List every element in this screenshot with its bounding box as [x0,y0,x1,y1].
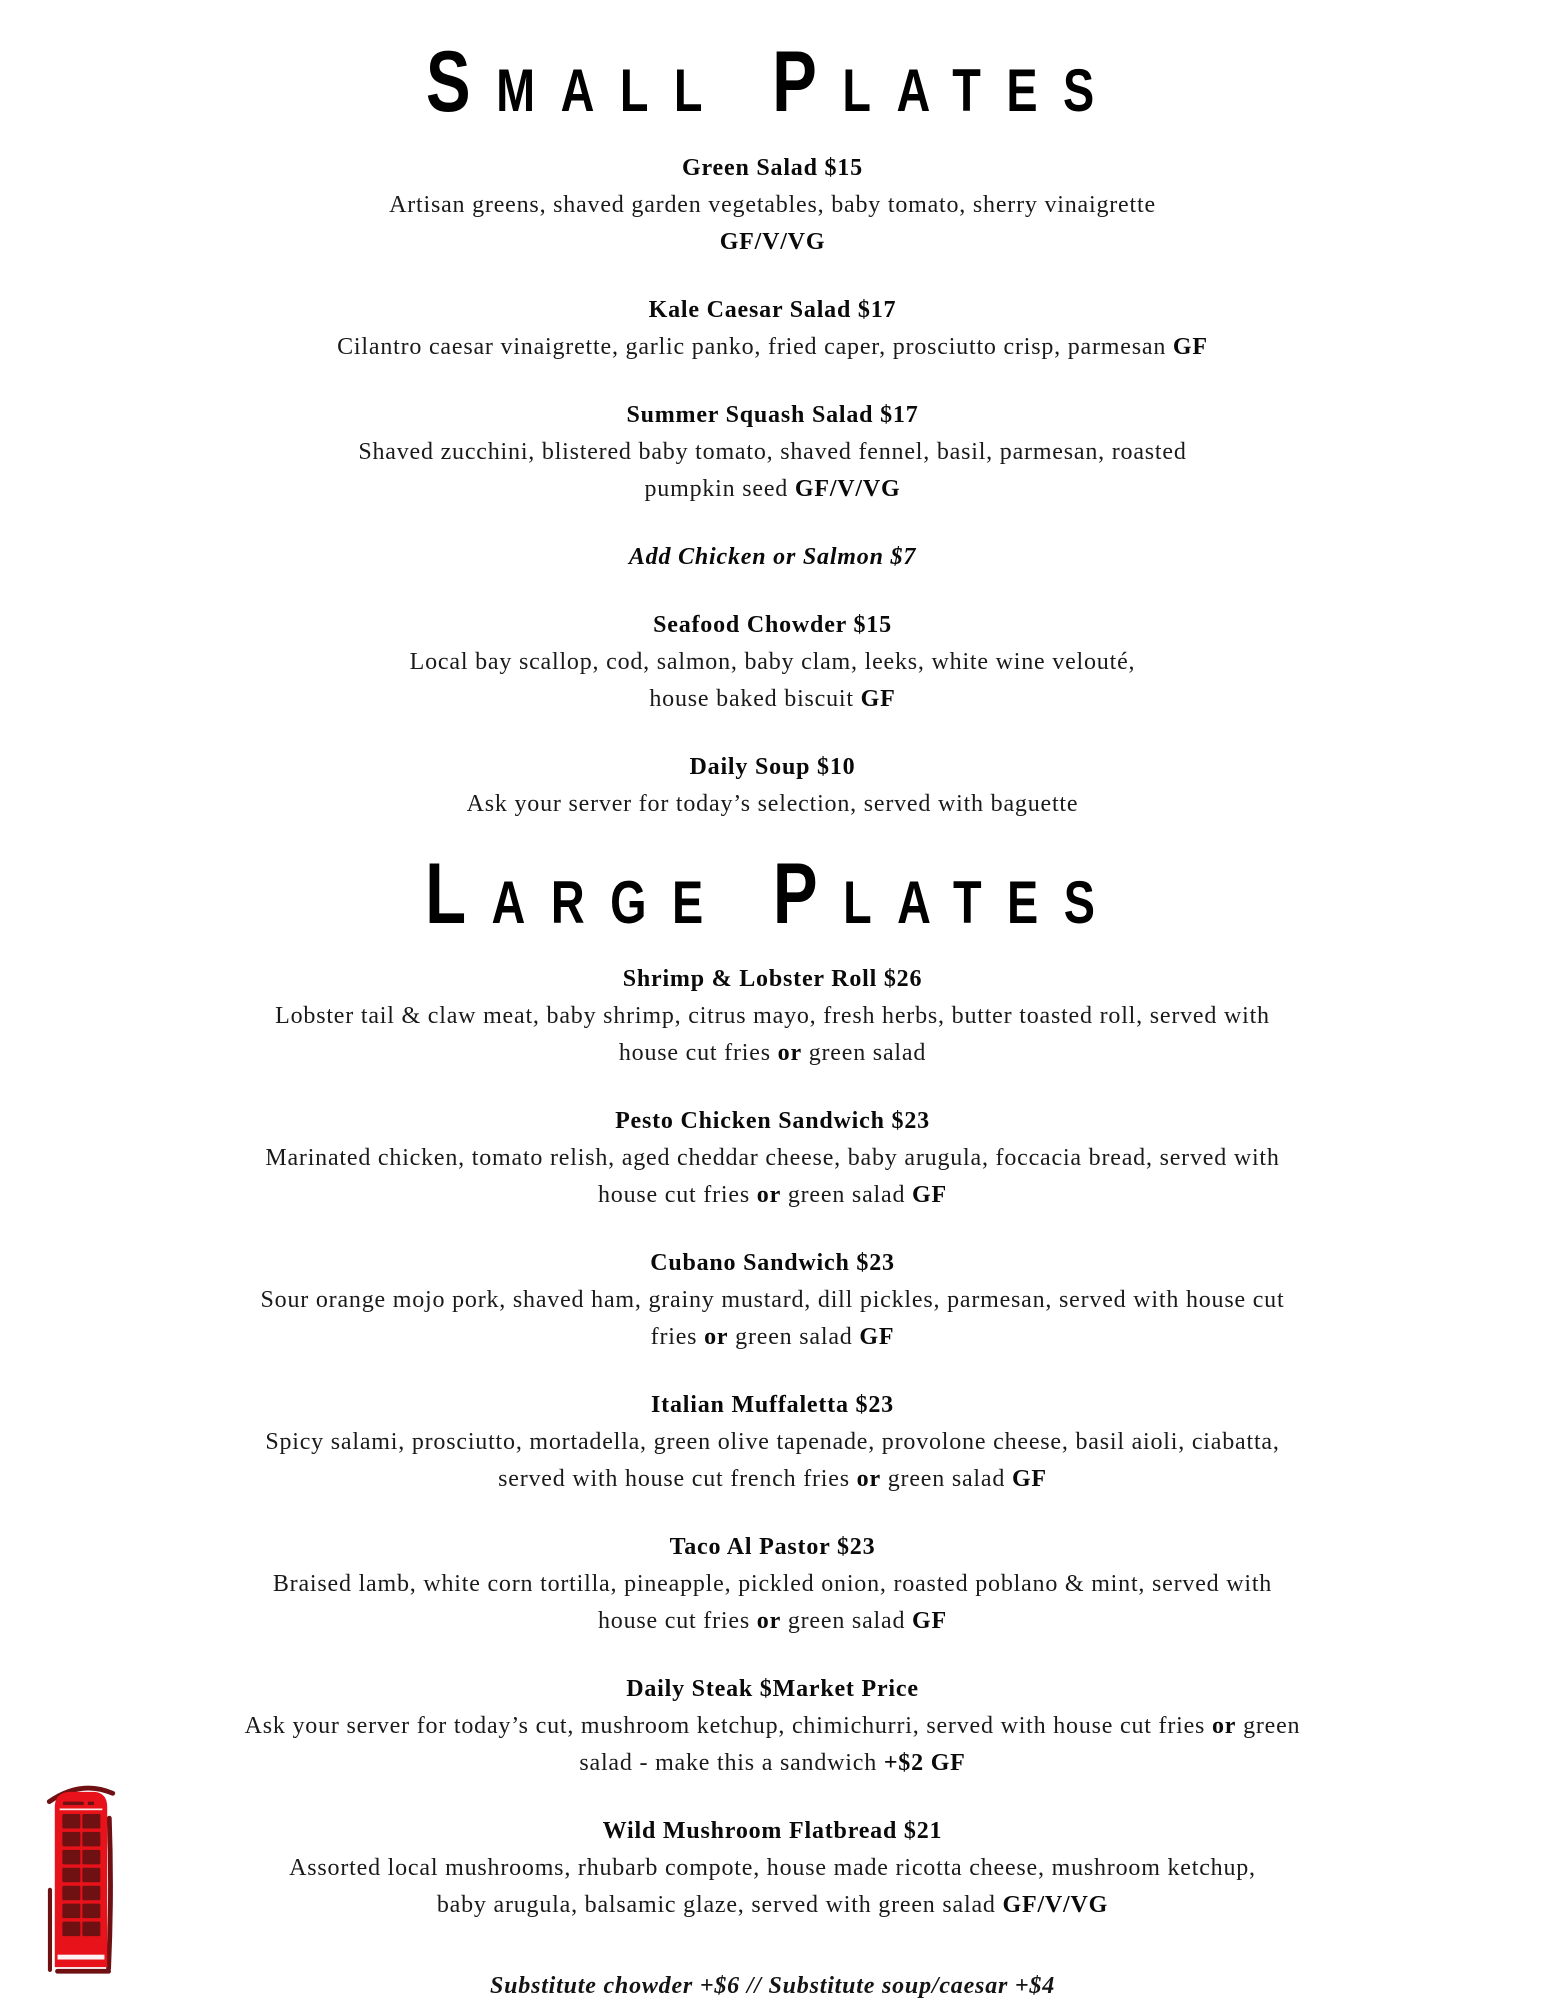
item-name: Add Chicken or Salmon $7 [628,543,917,570]
item-name: Pesto Chicken Sandwich $23 [615,1108,930,1135]
item-description-line [0,1850,1545,1887]
item-name: Wild Mushroom Flatbread $21 [602,1818,943,1845]
description-text-segment: Lobster tail & claw meat, baby shrimp, citrus mayo, fresh herbs, butter toasted roll, served with [275,1003,1270,1030]
description-text-segment: Ask your server for today’s cut, mushroom ketchup, chimichurri, served with house cut fries [244,1713,1212,1740]
menu-item-add-protein-note [0,539,1545,576]
menu-item-italian-muffaletta [0,1387,1545,1498]
substitutions-note: Substitute chowder +$6 // Substitute soup/caesar +$4 [489,1973,1056,2000]
description-bold-segment: or [856,1466,881,1493]
description-text-segment: Braised lamb, white corn tortilla, pineapple, pickled onion, roasted poblano & mint, served with [272,1571,1273,1598]
item-dietary-tags [0,224,1545,261]
description-text-segment: Artisan greens, shaved garden vegetables, baby tomato, sherry vinaigrette [389,191,1156,218]
description-text-segment: pumpkin seed [644,475,795,502]
section-title-text: Large Plates [424,845,1121,942]
description-text-segment: house cut fries [598,1182,757,1209]
description-text-segment: house cut fries [618,1040,778,1067]
description-text-segment: Local bay scallop, cod, salmon, baby clam, leeks, white wine velouté, [409,648,1136,675]
item-description-line [0,1708,1545,1745]
menu-item-cubano-sandwich [0,1245,1545,1356]
menu-item-daily-soup [0,749,1545,823]
description-bold-segment: GF/V/VG [1002,1892,1109,1919]
description-text-segment: house baked biscuit [649,685,861,712]
description-bold-segment: GF [1172,333,1208,360]
item-description-line [0,1177,1545,1214]
menu-item-pesto-chicken-sandwich [0,1103,1545,1214]
description-bold-segment: +$2 GF [883,1750,966,1777]
description-text-segment: salad - make this a sandwich [579,1750,884,1777]
item-description-line [0,1140,1545,1177]
menu-item-wild-mushroom-flatbread [0,1813,1545,1924]
description-text-segment: green salad [880,1466,1012,1493]
item-description-line [0,329,1545,366]
item-description-line [0,187,1545,224]
description-text-segment: Spicy salami, prosciutto, mortadella, green olive tapenade, provolone cheese, basil aioli, ciabatta, [265,1429,1280,1456]
description-bold-segment: GF [912,1182,947,1209]
description-text-segment: Cilantro caesar vinaigrette, garlic panko, fried caper, prosciutto crisp, parmesan [337,333,1173,360]
item-name: Taco Al Pastor $23 [669,1534,876,1561]
item-description-line [0,1035,1545,1072]
item-name: Kale Caesar Salad $17 [648,296,897,323]
phone-booth-icon [38,1774,124,1974]
item-description-line [0,644,1545,681]
description-text-segment: baby arugula, balsamic glaze, served with green salad [436,1892,1003,1919]
menu-item-taco-al-pastor [0,1529,1545,1640]
description-bold-segment: GF [1011,1466,1047,1493]
description-text-segment: house cut fries [598,1608,757,1635]
item-name: Summer Squash Salad $17 [626,401,919,428]
item-description-line [0,1566,1545,1603]
description-text-segment: green salad [801,1040,927,1067]
item-description-line [0,434,1545,471]
section-title-text: Small Plates [425,34,1120,130]
description-text-segment: Ask your server for today’s selection, served with baguette [466,790,1079,817]
description-bold-segment: or [756,1182,782,1209]
description-bold-segment: or [756,1608,782,1635]
description-bold-segment: GF/V/VG [794,475,901,502]
item-description-line [0,998,1545,1035]
item-description-line [0,1603,1545,1640]
item-name: Seafood Chowder $15 [653,611,892,638]
description-text-segment: Marinated chicken, tomato relish, aged cheddar cheese, baby arugula, foccacia bread, served with [265,1145,1280,1172]
description-bold-segment: GF [859,1324,895,1351]
item-description-line [0,1461,1545,1498]
booth-sign-marks [63,1802,94,1805]
section-small-plates [0,34,1545,823]
description-bold-segment: GF [860,685,896,712]
description-bold-segment: or [704,1324,729,1351]
item-description-line [0,1282,1545,1319]
description-bold-segment: GF/V/VG [719,228,826,255]
description-text-segment: green [1236,1713,1301,1740]
menu-item-green-salad [0,150,1545,261]
menu-item-seafood-chowder [0,607,1545,718]
item-name: Daily Steak $Market Price [626,1676,919,1703]
item-description-line [0,1745,1545,1782]
item-description-line [0,1887,1545,1924]
menu-item-kale-caesar [0,292,1545,366]
description-text-segment: green salad [728,1324,860,1351]
section-title-small-plates [0,34,1545,130]
description-text-segment: Sour orange mojo pork, shaved ham, grainy mustard, dill pickles, parmesan, served with house cut [260,1287,1285,1314]
item-name: Cubano Sandwich $23 [650,1250,895,1277]
item-description-line [0,471,1545,508]
item-description-line [0,1319,1545,1356]
description-text-segment: green salad [781,1182,913,1209]
item-description-line [0,681,1545,718]
item-description-line [0,1424,1545,1461]
description-bold-segment: GF [912,1608,947,1635]
menu-item-daily-steak [0,1671,1545,1782]
description-text-segment: Assorted local mushrooms, rhubarb compote, house made ricotta cheese, mushroom ketchup, [289,1855,1256,1882]
description-text-segment: green salad [781,1608,913,1635]
menu-item-summer-squash [0,397,1545,508]
description-bold-segment: or [1212,1713,1237,1740]
description-bold-segment: or [777,1040,802,1067]
menu-item-shrimp-lobster-roll [0,961,1545,1072]
section-title-large-plates [0,845,1545,942]
item-name: Italian Muffaletta $23 [651,1392,894,1419]
item-name: Daily Soup $10 [689,753,856,780]
description-text-segment: served with house cut french fries [498,1466,857,1493]
item-description-line [0,786,1545,823]
item-name: Shrimp & Lobster Roll $26 [622,966,923,993]
section-large-plates [0,845,1545,1925]
description-text-segment: Shaved zucchini, blistered baby tomato, shaved fennel, basil, parmesan, roasted [358,438,1187,465]
description-text-segment: fries [650,1324,705,1351]
item-name: Green Salad $15 [682,154,863,181]
